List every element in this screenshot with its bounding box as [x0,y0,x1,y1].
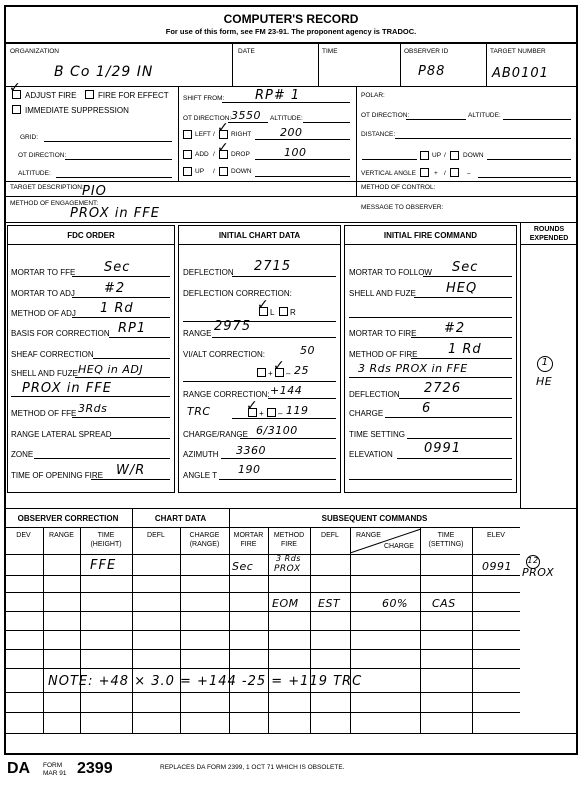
expended-title: EXPENDED [529,235,569,242]
chart-range-correction-value[interactable]: +144 [270,384,303,397]
initial-fire-command-title: INITIAL FIRE COMMAND [383,231,478,240]
col-time2: TIME [437,532,455,539]
right-value[interactable]: 200 [280,126,303,139]
subsequent-commands-header: SUBSEQUENT COMMANDS [321,514,428,523]
check-mark-icon: ✓ [246,398,258,414]
footer-number: 2399 [77,760,113,777]
chart-vialt-label: VI/ALT CORRECTION: [183,350,265,359]
ifc-shell-fuze-label: SHELL AND FUZE [349,289,416,298]
fdc-value-shell-and-fuze[interactable]: HEQ in ADJ [78,363,144,376]
altitude-label: ALTITUDE: [18,170,51,177]
chart-l-label: L [270,308,275,317]
col-charge2: CHARGE [384,543,414,550]
immediate-suppression-checkbox[interactable] [12,105,21,114]
chart-azimuth-value[interactable]: 3360 [236,444,266,457]
up2-label: UP [432,152,442,159]
col-dev: DEV [16,532,31,539]
organization-value[interactable]: B Co 1/29 IN [54,64,154,80]
fdc-value-shell-and-fuze-2[interactable]: PROX in FFE [22,381,112,396]
polar-label: POLAR: [361,92,385,99]
fdc-value-time-of-opening-fire[interactable]: W/R [116,463,146,478]
footer-date: MAR 91 [43,770,67,777]
fdc-label-basis-for-correction: BASIS FOR CORRECTION [11,329,110,338]
method-of-control-label: METHOD OF CONTROL: [361,184,436,191]
add-checkbox[interactable] [183,150,192,159]
fdc-value-mortar-to-adj[interactable]: #2 [104,281,126,296]
chart-range-value[interactable]: 2975 [214,319,252,334]
fdc-label-range-lateral-spread: RANGE LATERAL SPREAD [11,430,112,439]
vertical-angle-label: VERTICAL ANGLE [361,170,416,177]
message-to-observer-label: MESSAGE TO OBSERVER: [361,204,444,211]
down-label: DOWN [231,168,252,175]
rounds-count-1[interactable]: 1 [541,357,549,368]
ot-direction3-label: OT DIRECTION: [361,112,410,119]
fdc-order-title: FDC ORDER [67,231,115,240]
ifc-elevation-value[interactable]: 0991 [424,441,462,456]
fdc-label-method-of-adj: METHOD OF ADJ [11,309,76,318]
col-mortar-fire: FIRE [240,541,257,548]
row2-range-value[interactable]: 60% [382,597,408,610]
left-label: LEFT [195,131,211,138]
note-value[interactable]: NOTE: +48 × 3.0 = +144 -25 = +119 TRC [48,674,363,689]
left-checkbox[interactable] [183,130,192,139]
method-of-engagement-value[interactable]: PROX in FFE [70,206,160,221]
check-mark-icon: ✓ [273,358,285,374]
chart-deflection-value[interactable]: 2715 [254,259,292,274]
adjust-fire-label: ADJUST FIRE [25,91,77,100]
check-mark-icon: ✓ [217,140,229,156]
fire-for-effect-checkbox[interactable] [85,90,94,99]
fdc-label-time-of-opening-fire: TIME OF OPENING FIRE [11,471,104,480]
ifc-method-of-fire-value-2[interactable]: 3 Rds PROX in FFE [358,362,468,375]
ot-direction-label: OT DIRECTION: [18,152,67,159]
observer-id-label: OBSERVER ID [404,48,449,55]
chart-plus-checkbox[interactable] [257,368,266,377]
fdc-value-method-of-ffe[interactable]: 3Rds [78,402,108,415]
row1-mortar-value[interactable]: Sec [232,560,254,573]
chart-data-header: CHART DATA [154,514,207,523]
down-checkbox[interactable] [219,167,228,176]
va-minus-label: – [467,170,471,177]
fdc-label-sheaf-correction: SHEAF CORRECTION [11,350,94,359]
chart-charge-range-label: CHARGE/RANGE [183,430,248,439]
chart-azimuth-label: AZIMUTH [183,450,219,459]
fdc-value-mortar-to-ffe[interactable]: Sec [104,260,131,275]
chart-angle-t-value[interactable]: 190 [238,463,261,476]
va-plus-checkbox[interactable] [420,168,429,177]
ifc-method-of-fire-value[interactable]: 1 Rd [448,342,482,357]
method-of-engagement-label: METHOD OF ENGAGEMENT: [10,200,99,207]
observer-id-value[interactable]: P88 [418,64,446,79]
drop-value[interactable]: 100 [284,146,307,159]
chart-trc-minus-checkbox[interactable] [267,408,276,417]
down2-label: DOWN [463,152,484,159]
chart-trc-label: TRC [187,405,211,418]
row1-elev-value[interactable]: 0991 [482,560,512,573]
chart-r-label: R [290,308,296,317]
col-range-paren: (RANGE) [189,541,220,548]
right-label: RIGHT [231,131,252,138]
ifc-charge-value[interactable]: 6 [422,401,432,416]
target-number-label: TARGET NUMBER [490,48,546,55]
ifc-shell-fuze-value[interactable]: HEQ [446,281,478,296]
col-defl2: DEFL [321,532,339,539]
observer-correction-header: OBSERVER CORRECTION [17,514,119,523]
footer-form: FORM [43,762,63,769]
col-range2: RANGE [356,532,381,539]
chart-angle-t-label: ANGLE T [183,471,218,480]
chart-deflection-label: DEFLECTION [183,268,234,277]
ifc-deflection-value[interactable]: 2726 [424,381,462,396]
check-mark-icon: ✓ [257,297,269,313]
fdc-value-basis-for-correction[interactable]: RP1 [118,321,147,336]
rounds-title: ROUNDS [533,226,565,233]
distance-label: DISTANCE: [361,131,396,138]
fdc-label-shell-and-fuze: SHELL AND FUZE [11,369,78,378]
shift-from-label: SHIFT FROM: [183,95,225,102]
rounds-type-2[interactable]: PROX [522,566,555,579]
footer-replaces: REPLACES DA FORM 2399, 1 OCT 71 WHICH IS OBSOLETE. [160,764,345,771]
drop-label: DROP [231,151,250,158]
chart-vialt-value[interactable]: 50 [300,344,315,357]
ifc-mortar-to-fire-label: MORTAR TO FIRE [349,329,417,338]
ifc-method-of-fire-label: METHOD OF FIRE [349,350,418,359]
up2-checkbox[interactable] [420,151,429,160]
grid-label: GRID: [20,134,39,141]
col-method-fire: FIRE [281,541,297,548]
organization-label: ORGANIZATION [10,48,59,55]
col-defl: DEFL [147,532,165,539]
col-height: (HEIGHT) [90,541,122,548]
ifc-mortar-to-fire-value[interactable]: #2 [444,321,466,336]
fdc-label-mortar-to-ffe: MORTAR TO FFE [11,268,76,277]
rounds-count-2[interactable]: 12 [527,556,539,565]
ifc-elevation-label: ELEVATION [349,450,393,459]
chart-trc-value[interactable]: 119 [286,404,309,417]
form-subtitle: For use of this form, see FM 23-91. The proponent agency is TRADOC. [165,27,417,36]
ifc-deflection-label: DEFLECTION [349,390,400,399]
va-minus-checkbox[interactable] [450,168,459,177]
fdc-label-mortar-to-adj: MORTAR TO ADJ [11,289,75,298]
fdc-value-method-of-adj[interactable]: 1 Rd [100,301,134,316]
ifc-mortar-to-follow-value[interactable]: Sec [452,260,479,275]
ot-direction2-value[interactable]: 3550 [231,109,261,122]
col-mortar: MORTAR [233,532,264,539]
down2-checkbox[interactable] [450,151,459,160]
row2-method-value[interactable]: EOM [272,597,299,610]
up-checkbox[interactable] [183,167,192,176]
target-description-label: TARGET DESCRIPTION: [10,184,84,191]
target-number-value[interactable]: AB0101 [492,66,549,81]
col-setting: (SETTING) [428,541,464,548]
date-label: DATE [238,48,255,55]
col-time: TIME [97,532,115,539]
chart-range-label: RANGE [183,329,212,338]
ifc-charge-label: CHARGE [349,409,384,418]
add-label: ADD [195,151,209,158]
target-description-value[interactable]: PIO [82,184,107,199]
chart-range-correction-label: RANGE CORRECTION: [183,390,270,399]
fdc-label-method-of-ffe: METHOD OF FFE [11,409,77,418]
rounds-type-1[interactable]: HE [536,375,553,388]
chart-r-checkbox[interactable] [279,307,288,316]
row1-method-bottom[interactable]: PROX [274,564,301,574]
fire-for-effect-label: FIRE FOR EFFECT [98,91,169,100]
check-mark-icon: ✓ [9,80,21,96]
row1-method-top[interactable]: 3 Rds [276,554,301,563]
altitude3-label: ALTITUDE: [468,112,501,119]
shift-from-value[interactable]: RP# 1 [255,88,301,103]
col-method: METHOD [273,532,305,539]
col-range: RANGE [49,532,74,539]
col-charge: CHARGE [189,532,220,539]
chart-deflection-correction-label: DEFLECTION CORRECTION: [183,289,292,298]
check-mark-icon: ✓ [217,120,229,136]
row2-defl-value[interactable]: EST [318,597,341,610]
immediate-suppression-label: IMMEDIATE SUPPRESSION [25,106,129,115]
form-title: COMPUTER'S RECORD [223,12,359,26]
row1-time-value[interactable]: FFE [90,558,117,573]
ot-direction2-label: OT DIRECTION: [183,115,232,122]
fdc-label-zone: ZONE [11,450,34,459]
footer-da: DA [7,760,31,777]
time-label: TIME [322,48,338,55]
up-label: UP [195,168,205,175]
row2-time-value[interactable]: CAS [432,597,456,610]
va-plus-label: + [434,170,438,177]
altitude2-label: ALTITUDE: [270,115,303,122]
ifc-mortar-to-follow-label: MORTAR TO FOLLOW [349,268,432,277]
initial-chart-data-title: INITIAL CHART DATA [218,231,301,240]
chart-vialt-signed-value[interactable]: 25 [294,364,309,377]
ifc-time-setting-label: TIME SETTING [349,430,405,439]
chart-charge-range-value[interactable]: 6/3100 [256,424,298,437]
col-elev: ELEV [487,532,505,539]
